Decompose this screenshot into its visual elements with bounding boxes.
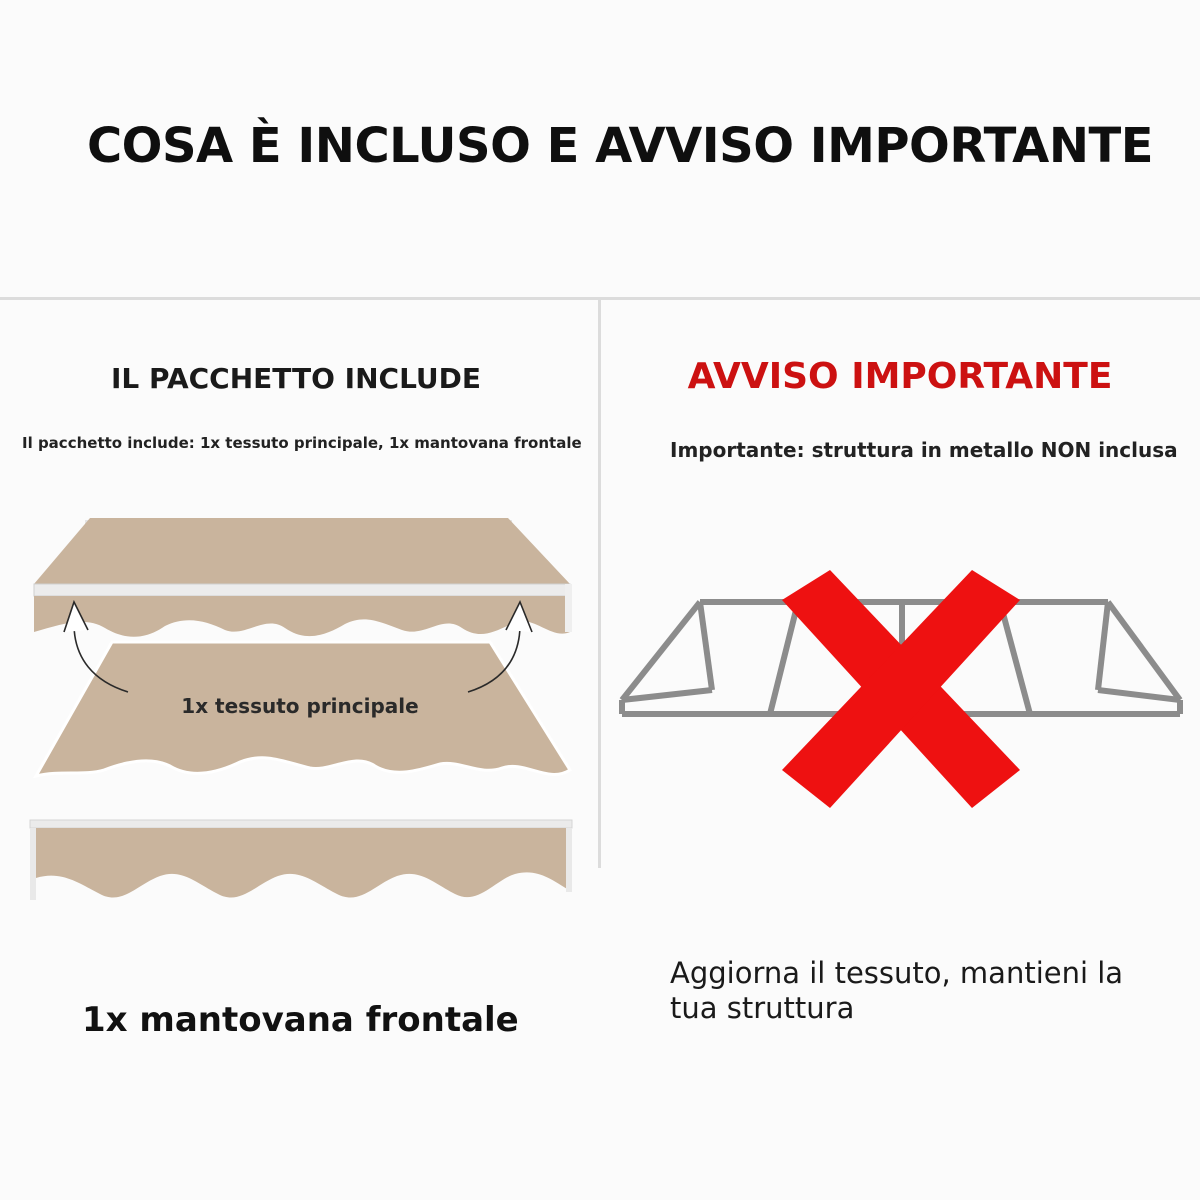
page-title: COSA È INCLUSO E AVVISO IMPORTANTE <box>86 118 1154 174</box>
package-includes-heading: IL PACCHETTO INCLUDE <box>110 362 482 395</box>
awning-illustration <box>34 518 572 637</box>
main-fabric-label: 1x tessuto principale <box>181 694 419 718</box>
valance-illustration <box>30 820 572 900</box>
valance-label: 1x mantovana frontale <box>82 1000 519 1040</box>
important-notice-heading: AVVISO IMPORTANTE <box>687 356 1113 397</box>
tagline: Aggiorna il tessuto, mantieni la tua struttura <box>670 956 1124 1025</box>
important-notice-subtitle: Importante: struttura in metallo NON inclusa <box>670 438 1178 462</box>
package-includes-subtitle: Il pacchetto include: 1x tessuto principale, 1x mantovana frontale <box>22 434 582 452</box>
